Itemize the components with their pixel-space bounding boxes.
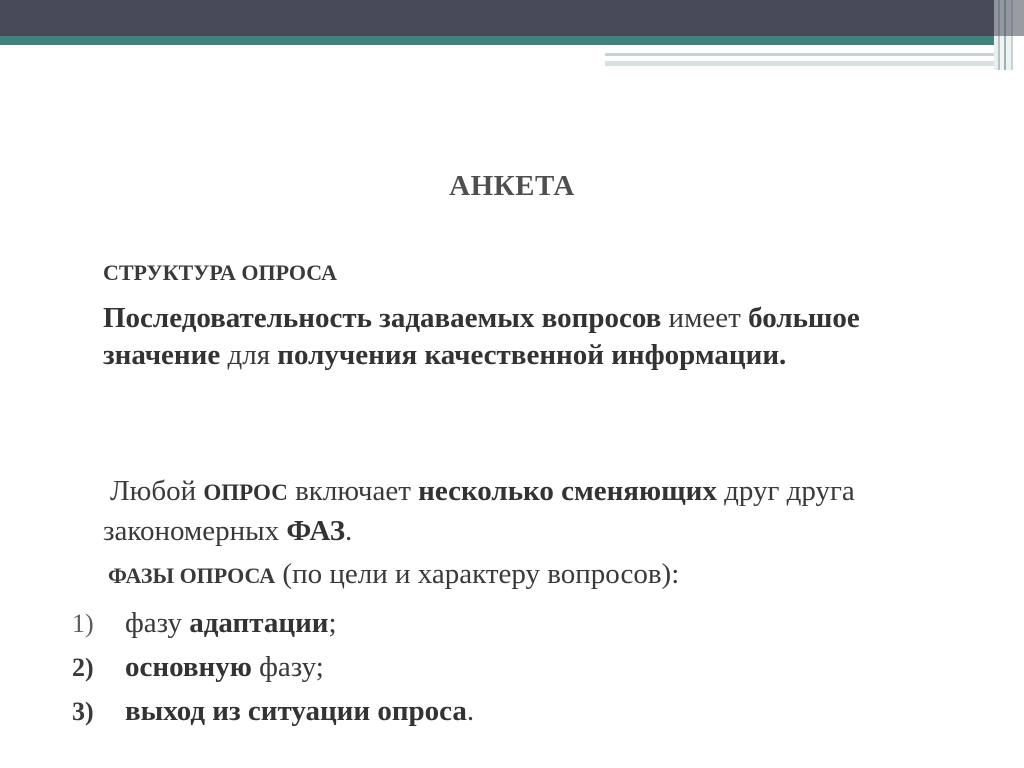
text-fragment: друг друга закономерных: [103, 475, 855, 547]
text-fragment: фазу: [125, 607, 190, 639]
emphasis-phases: ФАЗ: [286, 515, 345, 547]
text-fragment: фазу;: [251, 651, 324, 683]
paragraph-phases-intro: [103, 472, 943, 550]
text-fragment: .: [466, 695, 475, 727]
text-fragment: ;: [328, 607, 337, 639]
text-fragment: для: [220, 339, 278, 371]
phase-name: адаптации: [189, 607, 329, 639]
phase-list: [72, 601, 474, 733]
header-band: [0, 0, 1024, 36]
emphasis-survey: ОПРОС: [203, 480, 288, 505]
header-thin-line-secondary: [605, 61, 995, 66]
text-fragment: .: [345, 515, 353, 547]
phases-heading-rest: (по цели и характеру вопросов):: [275, 558, 680, 590]
header-thin-line: [605, 53, 995, 56]
structure-heading: СТРУКТУРА ОПРОСА: [103, 260, 337, 285]
list-number: 2): [72, 653, 94, 682]
list-number: 1): [72, 609, 94, 638]
slide-title: АНКЕТА: [449, 170, 575, 202]
text-fragment: имеет: [661, 302, 749, 334]
phases-heading-caps: ФАЗЫ ОПРОСА: [108, 563, 276, 588]
list-item: [72, 645, 474, 689]
list-item: [72, 601, 474, 645]
paragraph-importance: [103, 300, 893, 374]
phases-heading: [108, 558, 679, 591]
corner-stripes-shade: [994, 0, 1024, 36]
emphasis-several: несколько сменяющих: [418, 475, 717, 507]
list-item: [72, 689, 474, 733]
emphasis-importance: большое значение: [103, 302, 860, 371]
phase-name: выход из ситуации опроса: [125, 695, 467, 727]
emphasis-quality: получения качественной информации.: [277, 339, 787, 371]
text-fragment: Любой: [110, 475, 204, 507]
text-fragment: включает: [287, 475, 419, 507]
header-accent-line: [0, 36, 1000, 45]
list-number: 3): [72, 697, 94, 726]
phase-name: основную: [125, 651, 252, 683]
emphasis-sequence: Последовательность задаваемых вопросов: [103, 302, 662, 334]
